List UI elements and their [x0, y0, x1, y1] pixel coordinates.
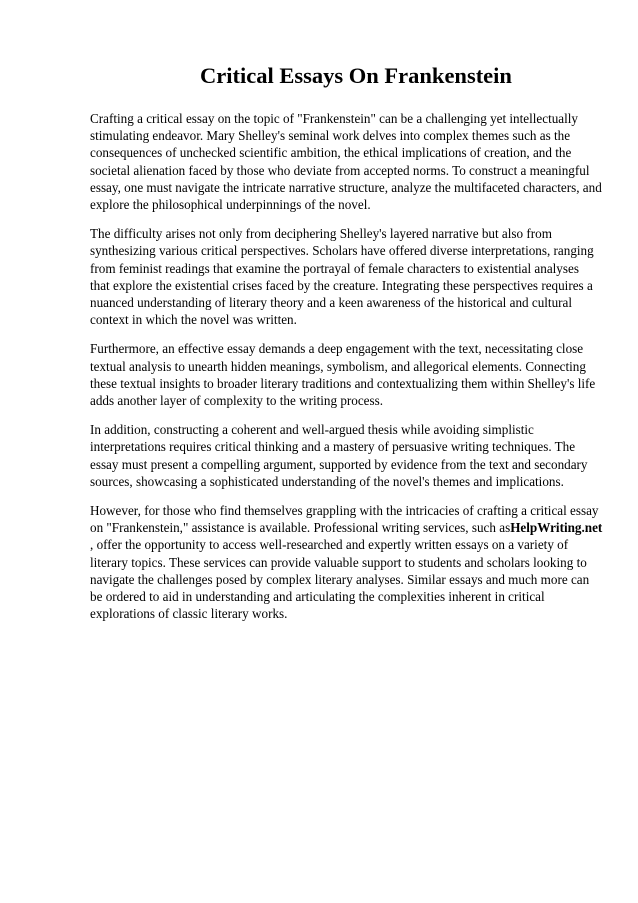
text-line: adds another layer of complexity to the writing process. [90, 393, 384, 409]
text-line: nuanced understanding of literary theory and a keen awareness of the historical and cultural [90, 295, 573, 311]
text-line: societal alienation faced by those who deviate from accepted norms. To construct a meaningful [90, 162, 590, 178]
text-line: from feminist readings that examine the portrayal of female characters to existential analyses [90, 260, 579, 276]
text-line: essay, one must navigate the intricate narrative structure, analyze the multifaceted characters, and [90, 179, 602, 195]
paragraph-4 [90, 421, 604, 490]
text-line: interpretations requires critical thinking and a mastery of persuasive writing techniques. The [90, 439, 576, 455]
service-name-link[interactable]: HelpWriting.net [510, 520, 603, 536]
paragraph-5 [90, 502, 604, 622]
paragraph-3 [90, 340, 604, 409]
paragraph-1 [90, 110, 604, 213]
text-line: sources, showcasing a sophisticated understanding of the novel's themes and implications. [90, 473, 564, 489]
text-line: explore the philosophical underpinnings of the novel. [90, 197, 371, 213]
text-line: context in which the novel was written. [90, 312, 297, 328]
text-line: essay must present a compelling argument, supported by evidence from the text and secondary [90, 456, 588, 472]
text-line: Crafting a critical essay on the topic of "Frankenstein" can be a challenging yet intellectually [90, 111, 579, 126]
paragraph-2 [90, 225, 604, 328]
text-line: be ordered to aid in understanding and articulating the complexities inherent in critical [90, 589, 545, 605]
text-line: , offer the opportunity to access well-researched and expertly written essays on a variety of [90, 537, 569, 553]
text-line: explorations of classic literary works. [90, 606, 288, 622]
text-line: textual analysis to unearth hidden meanings, symbolism, and allegorical elements. Connecting [90, 358, 586, 374]
text-line [90, 519, 604, 536]
text-segment: on "Frankenstein," assistance is available. Professional writing services, such as [90, 520, 511, 536]
text-line: The difficulty arises not only from deciphering Shelley's layered narrative but also from [90, 226, 552, 242]
text-line: stimulating endeavor. Mary Shelley's seminal work delves into complex themes such as the [90, 128, 571, 144]
text-line: that explore the existential crises faced by the creature. Integrating these perspectives requires a [90, 277, 593, 293]
text-line: synthesizing various critical perspectives. Scholars have offered diverse interpretations, ranging [90, 243, 594, 259]
text-line: Furthermore, an effective essay demands a deep engagement with the text, necessitating close [90, 341, 584, 357]
text-line: However, for those who find themselves grappling with the intricacies of crafting a critical essay [90, 503, 599, 519]
text-line: In addition, constructing a coherent and well-argued thesis while avoiding simplistic [90, 422, 534, 438]
text-line: these textual insights to broader literary traditions and contextualizing them within Shelley's life [90, 375, 596, 391]
text-line: consequences of unchecked scientific ambition, the ethical implications of creation, and the [90, 145, 572, 161]
text-line: literary topics. These services can provide valuable support to students and scholars looking to [90, 554, 587, 570]
text-line: navigate the challenges posed by complex literary analyses. Similar essays and much more can [90, 571, 590, 587]
document-title: Critical Essays On Frankenstein [200, 63, 512, 88]
